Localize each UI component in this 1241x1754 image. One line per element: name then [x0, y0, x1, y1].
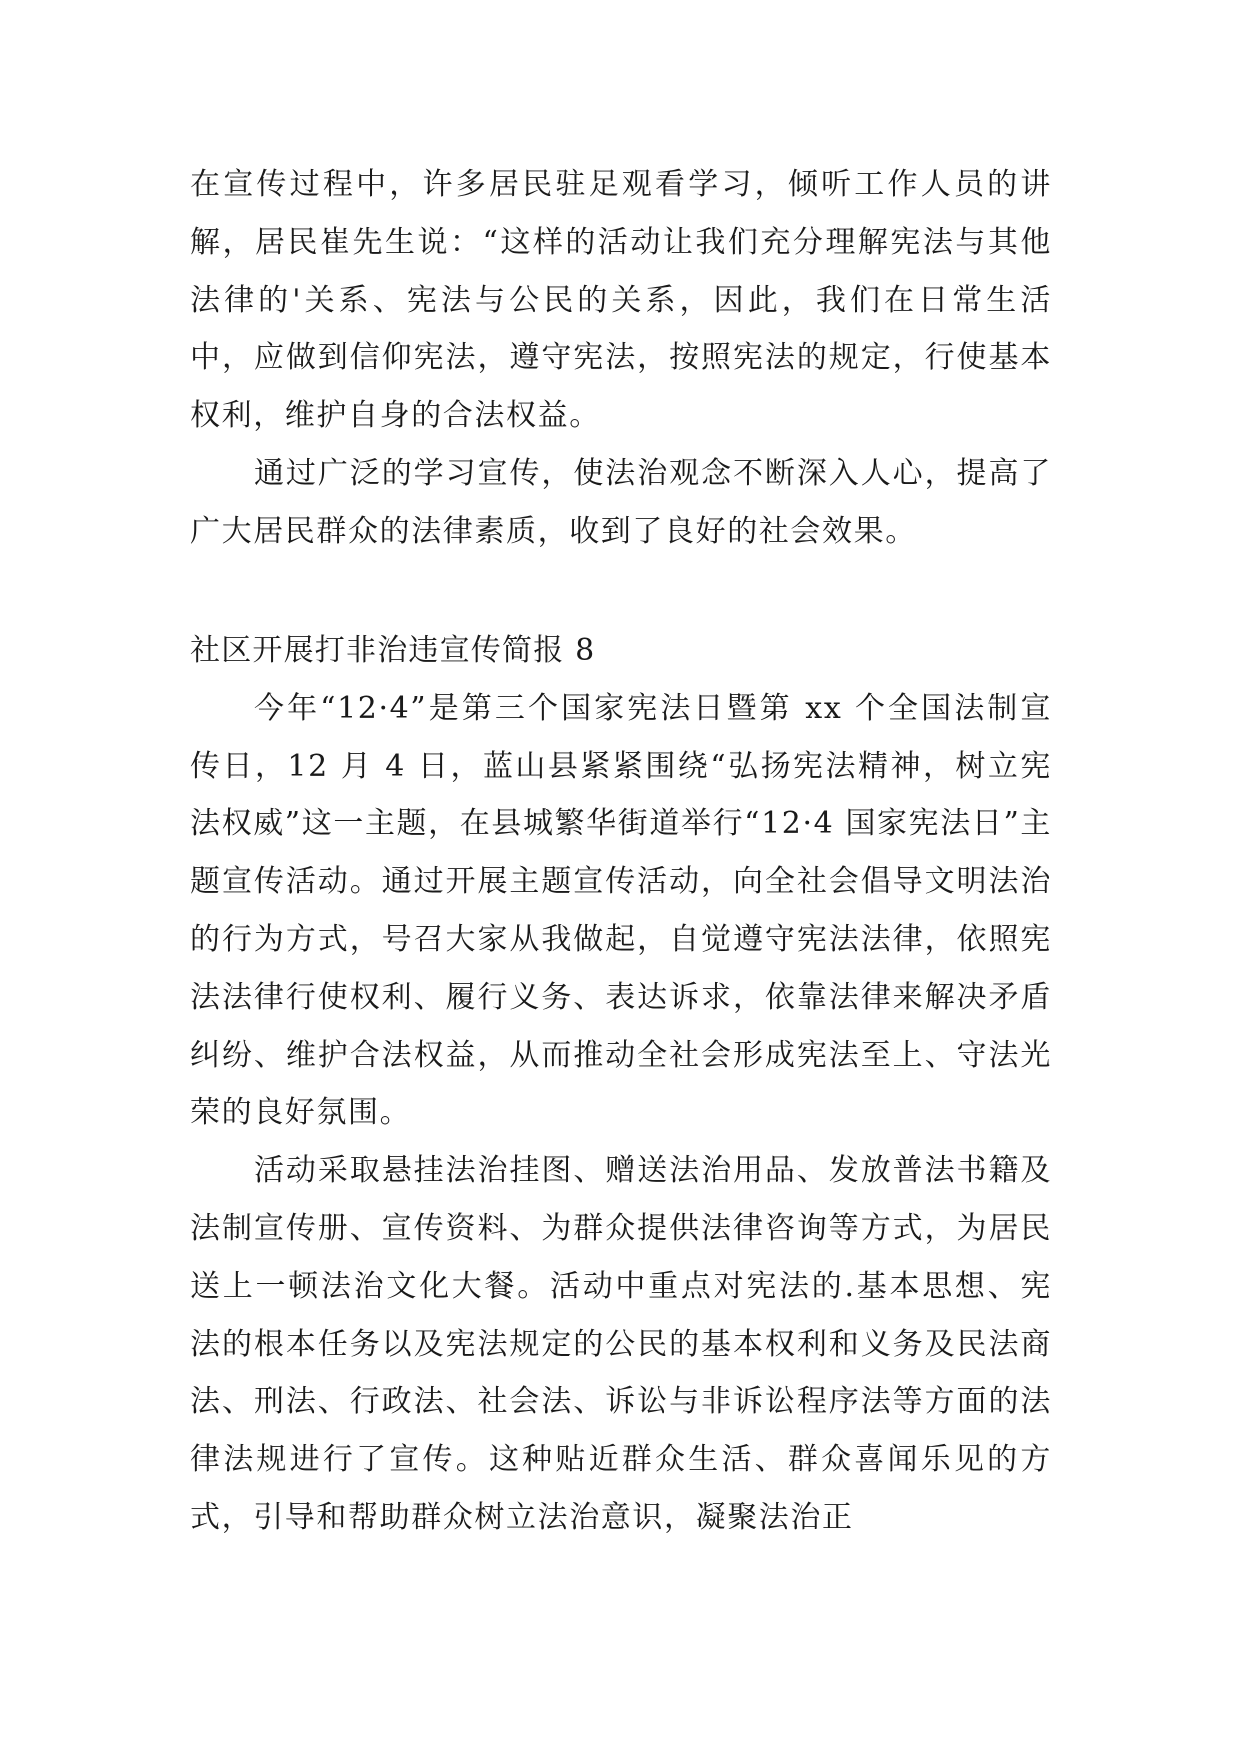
section-1 — [190, 156, 1052, 561]
paragraph-1: 在宣传过程中，许多居民驻足观看学习，倾听工作人员的讲解，居民崔先生说：“这样的活动让我们充分理解宪法与其他法律的'关系、宪法与公民的关系，因此，我们在日常生活中，应做到信仰宪法，遵守宪法，按照宪法的规定，行使基本权利，维护自身的合法权益。 — [190, 167, 1052, 434]
section-2 — [190, 622, 1052, 1547]
paragraph-3: 今年“12·4”是第三个国家宪法日暨第 xx 个全国法制宣传日，12 月 4 日，蓝山县紧紧围绕“弘扬宪法精神，树立宪法权威”这一主题，在县城繁华街道举行“12·4 国家宪法日”主题宣传活动。通过开展主题宣传活动，向全社会倡导文明法治的行为方式，号召大家从我做起，自觉遵守宪法法律，依照宪法法律行使权利、履行义务、表达诉求，依靠法律来解决矛盾纠纷、维护合法权益，从而推动全社会形成宪法至上、守法光荣的良好氛围。 — [190, 690, 1052, 1131]
paragraph-4: 活动采取悬挂法治挂图、赠送法治用品、发放普法书籍及法制宣传册、宣传资料、为群众提供法律咨询等方式，为居民送上一顿法治文化大餐。活动中重点对宪法的.基本思想、宪法的根本任务以及宪法规定的公民的基本权利和义务及民法商法、刑法、行政法、社会法、诉讼与非诉讼程序法等方面的法律法规进行了宣传。这种贴近群众生活、群众喜闻乐见的方式，引导和帮助群众树立法治意识，凝聚法治正 — [190, 1153, 1052, 1535]
section-heading: 社区开展打非治违宣传简报 8 — [190, 633, 596, 668]
paragraph-2: 通过广泛的学习宣传，使法治观念不断深入人心，提高了广大居民群众的法律素质，收到了良好的社会效果。 — [190, 455, 1052, 549]
